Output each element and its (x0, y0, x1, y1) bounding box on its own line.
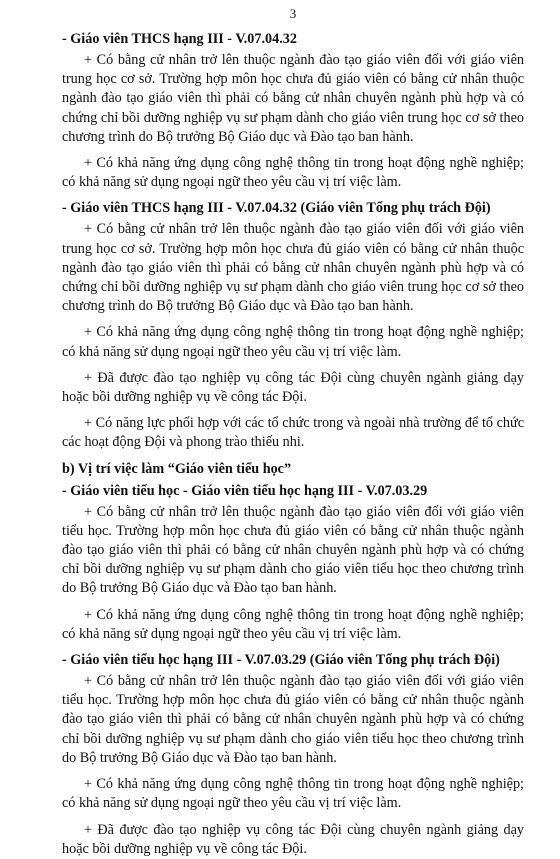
heading-thcs-tong-phu-trach: - Giáo viên THCS hạng III - V.07.04.32 (Giáo viên Tổng phụ trách Đội) (62, 200, 491, 217)
heading-tieu-hoc-hang-iii: - Giáo viên tiểu học - Giáo viên tiểu học hạng III - V.07.03.29 (62, 482, 428, 499)
heading-tieu-hoc-tong-phu-trach: - Giáo viên tiểu học hạng III - V.07.03.29 (Giáo viên Tổng phụ trách Đội) (62, 652, 500, 669)
paragraph-thcs-tpt-it-skills: + Có khả năng ứng dụng công nghệ thông tin trong hoạt động nghề nghiệp; có khả năng sử dụng ngoại ngữ theo yêu cầu vị trí việc làm. (62, 324, 524, 360)
paragraph-thcs-degree: + Có bằng cử nhân trở lên thuộc ngành đào tạo giáo viên đối với giáo viên trung học cơ sở. Trường hợp môn học chưa đủ giáo viên có bằng cử nhân thuộc ngành đào tạo giáo viên thì phải có bằng cử nhân chuyên ngành phù hợp và có chứng chỉ bồi dưỡng nghiệp vụ sư phạm dành cho giáo viên trung học cơ sở theo chương trình do Bộ trưởng Bộ Giáo dục và Đào tạo ban hành. (62, 52, 524, 145)
paragraph-tieu-hoc-it-skills: + Có khả năng ứng dụng công nghệ thông tin trong hoạt động nghề nghiệp; có khả năng sử dụng ngoại ngữ theo yêu cầu vị trí việc làm. (62, 606, 524, 642)
paragraph-thcs-tpt-coordination: + Có năng lực phối hợp với các tổ chức trong và ngoài nhà trường để tổ chức các hoạt động Đội và phong trào thiếu nhi. (62, 415, 524, 451)
paragraph-tieu-hoc-tpt-it-skills: + Có khả năng ứng dụng công nghệ thông tin trong hoạt động nghề nghiệp; có khả năng sử dụng ngoại ngữ theo yêu cầu vị trí việc làm. (62, 776, 524, 812)
page-number: 3 (289, 6, 297, 21)
paragraph-thcs-tpt-degree: + Có bằng cử nhân trở lên thuộc ngành đào tạo giáo viên đối với giáo viên trung học cơ sở. Trường hợp môn học chưa đủ giáo viên có bằng cử nhân thuộc ngành đào tạo giáo viên thì phải có bằng cử nhân chuyên ngành phù hợp và có chứng chỉ bồi dưỡng nghiệp vụ sư phạm dành cho giáo viên trung học cơ sở theo chương trình do Bộ trưởng Bộ Giáo dục và Đào tạo ban hành. (62, 221, 524, 315)
paragraph-thcs-tpt-doi-training: + Đã được đào tạo nghiệp vụ công tác Đội cùng chuyên ngành giảng dạy hoặc bồi dưỡng nghiệp vụ về công tác Đội. (62, 369, 524, 406)
section-title-tieu-hoc: b) Vị trí việc làm “Giáo viên tiểu học” (62, 460, 292, 477)
paragraph-tieu-hoc-degree: + Có bằng cử nhân trở lên thuộc ngành đào tạo giáo viên đối với giáo viên tiểu học. Trường hợp môn học chưa đủ giáo viên có bằng cử nhân thuộc ngành đào tạo giáo viên thì phải có bằng cử nhân chuyên ngành phù hợp và có chứng chỉ bồi dưỡng nghiệp vụ sư phạm dành cho giáo viên tiểu học theo chương trình do Bộ trưởng Bộ Giáo dục và Đào tạo ban hành. (62, 503, 524, 597)
paragraph-thcs-it-skills: + Có khả năng ứng dụng công nghệ thông tin trong hoạt động nghề nghiệp; có khả năng sử dụng ngoại ngữ theo yêu cầu vị trí việc làm. (62, 155, 524, 191)
paragraph-tieu-hoc-tpt-doi-training: + Đã được đào tạo nghiệp vụ công tác Đội cùng chuyên ngành giảng dạy hoặc bồi dưỡng nghiệp vụ về công tác Đội. (62, 821, 524, 857)
paragraph-tieu-hoc-tpt-degree: + Có bằng cử nhân trở lên thuộc ngành đào tạo giáo viên đối với giáo viên tiểu học. Trường hợp môn học chưa đủ giáo viên có bằng cử nhân thuộc ngành đào tạo giáo viên thì phải có bằng cử nhân chuyên ngành phù hợp và có chứng chỉ bồi dưỡng nghiệp vụ sư phạm dành cho giáo viên tiểu học theo chương trình do Bộ trưởng Bộ Giáo dục và Đào tạo ban hành. (62, 673, 524, 766)
heading-thcs-hang-iii: - Giáo viên THCS hạng III - V.07.04.32 (62, 31, 297, 47)
